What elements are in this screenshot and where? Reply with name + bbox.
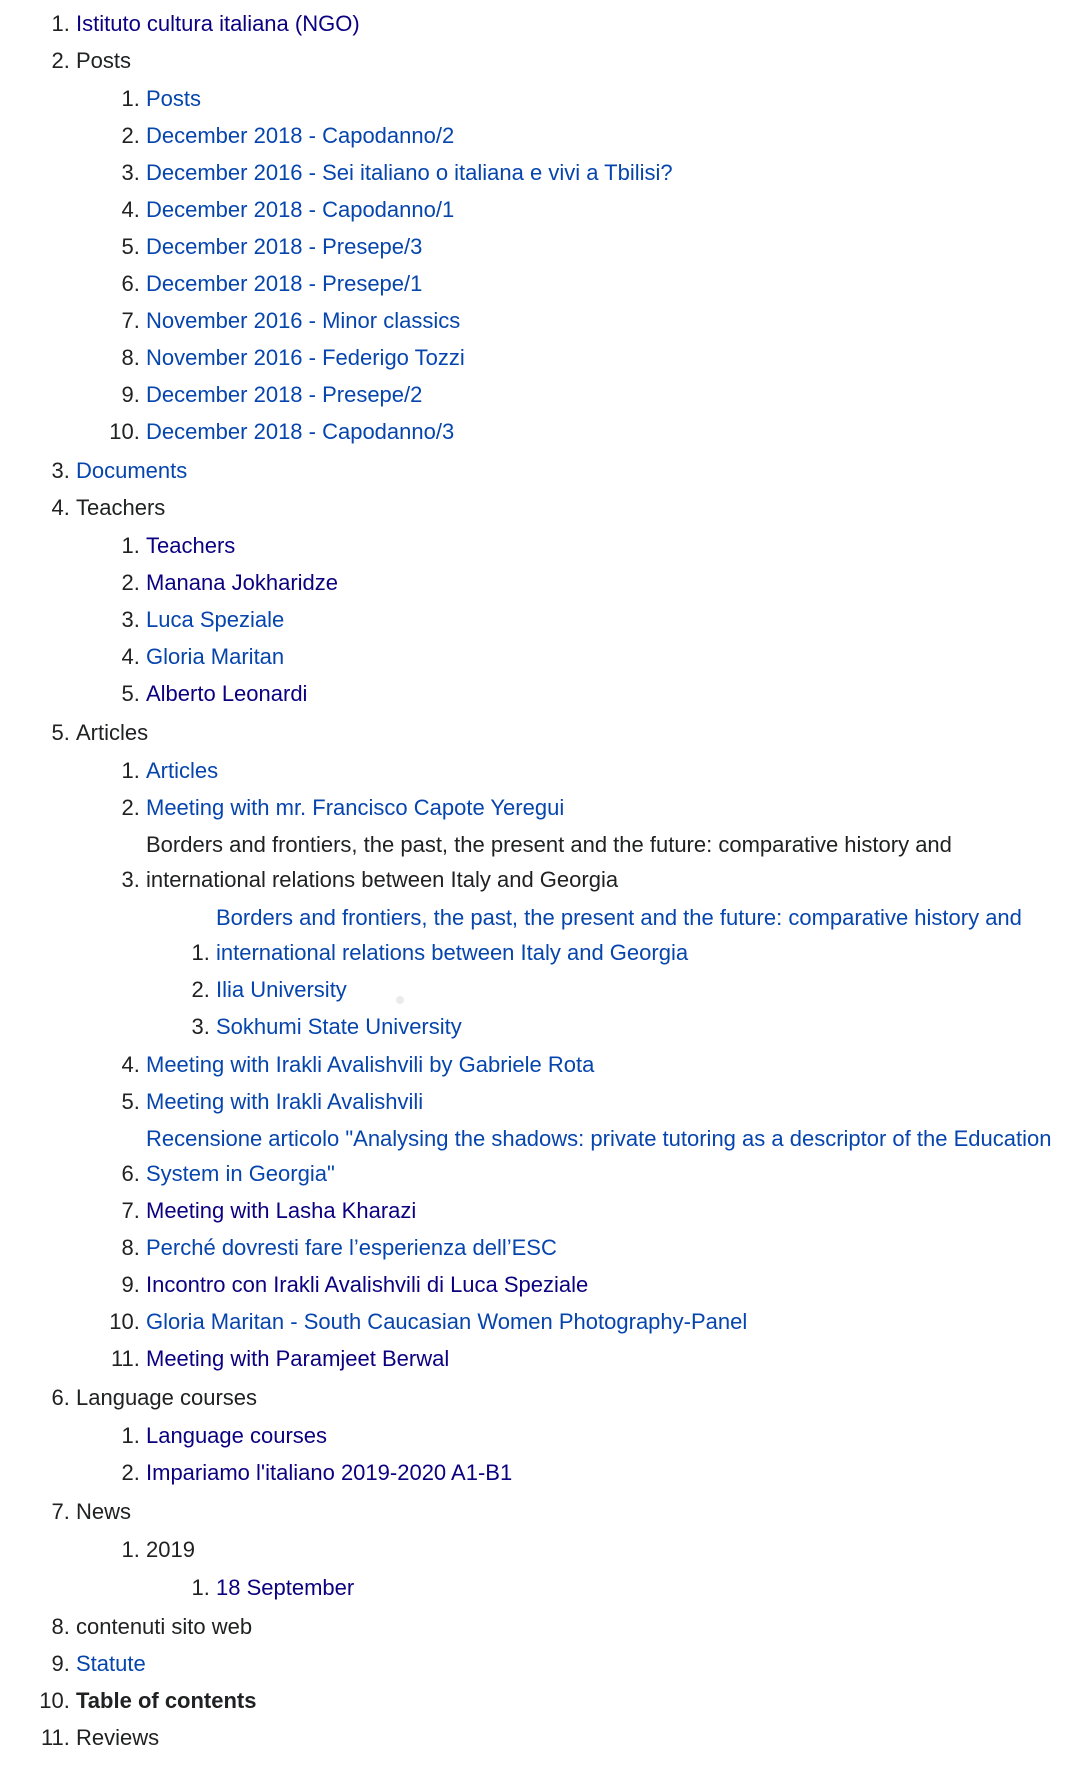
toc-link-article[interactable]: Meeting with mr. Francisco Capote Yeregui [146,795,565,820]
toc-link-article[interactable]: Meeting with Paramjeet Berwal [146,1346,450,1371]
toc-link-article[interactable]: Meeting with Irakli Avalishvili by Gabriele Rota [146,1052,595,1077]
toc-item [146,602,1072,637]
toc-link-teacher[interactable]: Gloria Maritan [146,644,285,669]
toc-item [146,1455,1072,1490]
toc-item [76,6,1072,41]
toc-link-18-september[interactable]: 18 September [216,1575,355,1600]
toc-item [76,1609,1072,1644]
toc-item [146,1418,1072,1453]
toc-link-post[interactable]: December 2018 - Presepe/2 [146,382,423,407]
toc-item [146,1267,1072,1302]
toc-item [146,340,1072,375]
toc-item [146,1084,1072,1119]
toc-link-post[interactable]: November 2016 - Federigo Tozzi [146,345,465,370]
toc-link-article[interactable]: Perché dovresti fare l’esperienza dell’ESC [146,1235,557,1260]
toc-link-post[interactable]: November 2016 - Minor classics [146,308,461,333]
toc-link-article[interactable]: Meeting with Lasha Kharazi [146,1198,417,1223]
toc-item [216,972,1072,1007]
toc-item [216,1009,1072,1044]
toc-level-1-list [0,6,1072,1755]
toc-item [216,900,1072,970]
toc-item [146,565,1072,600]
language-sublist [76,1418,1072,1490]
toc-item [146,1532,1072,1605]
toc-item [76,715,1072,1376]
toc-item [146,827,1072,1044]
toc-heading-borders: Borders and frontiers, the past, the present and the future: comparative history and international relations between Italy and Georgia [146,832,952,892]
toc-item [146,155,1072,190]
toc-link-article[interactable]: Gloria Maritan - South Caucasian Women Photography-Panel [146,1309,748,1334]
toc-item [76,43,1072,449]
borders-sublist [146,900,1072,1044]
toc-current-page: Table of contents [76,1688,257,1713]
toc-heading-reviews: Reviews [76,1725,160,1750]
toc-link-post[interactable]: December 2018 - Presepe/1 [146,271,423,296]
toc-heading-contenuti: contenuti sito web [76,1614,253,1639]
articles-sublist [76,753,1072,1376]
toc-item [146,414,1072,449]
toc-link-impariamo[interactable]: Impariamo l'italiano 2019-2020 A1-B1 [146,1460,513,1485]
toc-item [76,1494,1072,1605]
toc-link-post[interactable]: December 2018 - Capodanno/2 [146,123,455,148]
toc-link-documents[interactable]: Documents [76,458,188,483]
toc-item [146,753,1072,788]
toc-item [146,377,1072,412]
toc-link-teacher[interactable]: Alberto Leonardi [146,681,308,706]
toc-item [146,118,1072,153]
toc-item [146,229,1072,264]
toc-link-article[interactable]: Recensione articolo "Analysing the shadows: private tutoring as a descriptor of the Education System in Georgia" [146,1126,1052,1186]
toc-item [216,1570,1072,1605]
posts-sublist [76,81,1072,449]
toc-link-post[interactable]: December 2016 - Sei italiano o italiana e vivi a Tbilisi? [146,160,673,185]
teachers-sublist [76,528,1072,711]
toc-link-post[interactable]: December 2018 - Capodanno/3 [146,419,455,444]
toc-item [146,1230,1072,1265]
toc-link-post[interactable]: December 2018 - Presepe/3 [146,234,423,259]
toc-link-ilia-university[interactable]: Ilia University [216,977,347,1002]
toc-item [76,1683,1072,1718]
toc-item [146,528,1072,563]
toc-link-borders[interactable]: Borders and frontiers, the past, the present and the future: comparative history and international relations between Italy and Georgia [216,905,1022,965]
toc-link-teacher[interactable]: Luca Speziale [146,607,285,632]
year-sublist [146,1570,1072,1605]
toc-item [146,639,1072,674]
toc-item [76,1720,1072,1755]
toc-link-post[interactable]: Posts [146,86,202,111]
toc-heading-articles: Articles [76,720,149,745]
toc-item [146,81,1072,116]
toc-link-istituto[interactable]: Istituto cultura italiana (NGO) [76,11,360,36]
toc-item [146,266,1072,301]
toc-heading-teachers: Teachers [76,495,166,520]
toc-item [146,790,1072,825]
toc-heading-posts: Posts [76,48,132,73]
toc-heading-year: 2019 [146,1537,195,1562]
toc-link-article[interactable]: Articles [146,758,219,783]
toc-item [146,1304,1072,1339]
toc-item [146,676,1072,711]
stray-dot [396,996,404,1004]
toc-link-article[interactable]: Incontro con Irakli Avalishvili di Luca Speziale [146,1272,589,1297]
toc-item [146,192,1072,227]
toc-item [146,1341,1072,1376]
toc-heading-language-courses: Language courses [76,1385,258,1410]
news-sublist [76,1532,1072,1605]
toc-link-teacher[interactable]: Manana Jokharidze [146,570,339,595]
toc-item [146,303,1072,338]
toc-item [146,1047,1072,1082]
toc-link-teacher[interactable]: Teachers [146,533,236,558]
toc-link-post[interactable]: December 2018 - Capodanno/1 [146,197,455,222]
toc-heading-news: News [76,1499,132,1524]
toc-item [76,1380,1072,1490]
toc-link-sokhumi-university[interactable]: Sokhumi State University [216,1014,462,1039]
toc-item [146,1121,1072,1191]
toc-item [146,1193,1072,1228]
toc-link-language-courses[interactable]: Language courses [146,1423,328,1448]
toc-item [76,1646,1072,1681]
toc-item [76,490,1072,711]
toc-link-statute[interactable]: Statute [76,1651,146,1676]
toc-link-article[interactable]: Meeting with Irakli Avalishvili [146,1089,424,1114]
toc-item [76,453,1072,488]
